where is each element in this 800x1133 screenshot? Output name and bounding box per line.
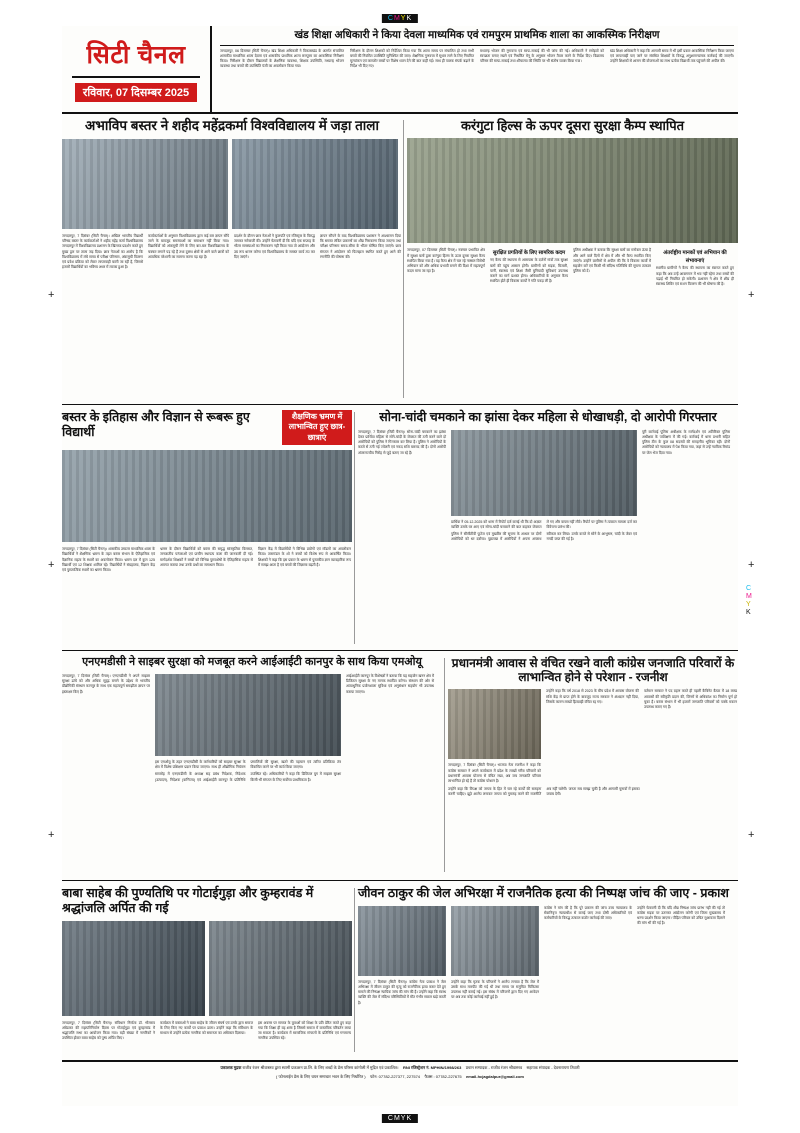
registration-mark: + [748,829,755,841]
article-col: इस एमओयू के तहत एनएमडीसी के कर्मचारियों को साइबर सुरक्षा के क्षेत्र में विशेष प्रशिक्षण प्रदान किया जाएगा। साथ ही औद्योगिक नियंत्रण प्रणालियों की सुरक्षा, खतरे की पहचान एवं त्वरित प्रतिक्रिया तंत्र विकसित करने पर भी कार्य किया जाएगा। [155,759,341,770]
phone-number: फोन: 07782-227377, 227574 [370,1074,421,1079]
article-photo [209,921,352,1016]
footer-publisher-line [62,1065,738,1071]
lead-col: मध्यान्ह भोजन की गुणवत्ता एवं साफ-सफाई की भी जांच की गई। अधिकारी ने रसोइयों को स्वच्छता बनाए रखने एवं निर्धारित मेनू के अनुसार भोजन तैयार करने के निर्देश दिए। विद्यालय परिसर की साफ-सफाई तथा शौचालय की स्थिति पर भी संतोष व्यक्त किया गया। [480,49,604,64]
column-divider [444,658,445,872]
section-divider [62,404,738,405]
article-col: समारोह में एनएमडीसी के अध्यक्ष सह प्रबंध निदेशक, निदेशक (उत्पादन), निदेशक (वाणिज्य) एवं आईआईटी कानपुर के प्रतिनिधि उपस्थित रहे। अधिकारियों ने कहा कि डिजिटल युग में साइबर सुरक्षा किसी भी संगठन के लिए सर्वोच्च प्राथमिकता है। [155,772,341,782]
headline: सोना-चांदी चमकाने का झांसा देकर महिला से धोखाधड़ी, दो आरोपी गिरफ्तार [379,410,717,424]
article-col: जगदलपुर, 7 दिसंबर (सिटी चैनल)। संविधान निर्माता डॉ. भीमराव अंबेडकर की महापरिनिर्वाण दिवस पर गोटाईगुड़ा एवं कुम्हरावंड में श्रद्धांजलि सभा का आयोजन किया गया। बड़ी संख्या में नागरिकों ने उपस्थित होकर बाबा साहेब को पुष्प अर्पित किए। [62,1020,155,1041]
footer-contact-line [62,1074,738,1080]
issue-date: रविवार, 07 दिसम्बर 2025 [75,83,197,102]
article-col: भ्रमण के दौरान विद्यार्थियों को बस्तर की समृद्ध सांस्कृतिक विरासत, जनजातीय परंपराओं एवं प्राचीन स्थापत्य कला की जानकारी दी गई। मार्गदर्शक शिक्षकों ने बच्चों को विभिन्न पुरावशेषों के ऐतिहासिक महत्व से अवगत कराया तथा उनके प्रश्नों का समाधान किया। [160,547,253,567]
masthead-brand [62,26,212,112]
lead-story [214,26,738,112]
article-photo [62,450,352,542]
article-bastar-itihas [62,410,352,646]
registration-mark: + [48,829,55,841]
article-col: जगदलपुर, 7 दिसंबर (सिटी चैनल)। शासकीय उच्चतर माध्यमिक शाला के विद्यार्थियों ने शैक्षणिक भ्रमण के तहत बस्तर संभाग के ऐतिहासिक एवं वैज्ञानिक महत्व के स्थलों का अवलोकन किया। भ्रमण दल में कुल 125 विद्यार्थी एवं 12 शिक्षक शामिल रहे। विद्यार्थियों ने संग्रहालय, विज्ञान केंद्र एवं पुरातात्विक स्थलों का भ्रमण किया। [62,547,155,572]
headline: बस्तर के इतिहास और विज्ञान से रूबरू हुए विद्यार्थी [62,410,250,439]
article-col: जगदलपुर, 7 दिसंबर (सिटी चैनल)। अखिल भारतीय विद्यार्थी परिषद बस्तर के कार्यकर्ताओं ने शहीद महेंद्र कर्मा विश्वविद्यालय जगदलपुर में विश्वविद्यालय प्रशासन के खिलाफ प्रदर्शन करते हुए मुख्य द्वार पर ताला जड़ दिया। छात्र नेताओं का आरोप है कि विश्वविद्यालय में लंबे समय से परीक्षा परिणाम, अंकसूची वितरण एवं प्रवेश प्रक्रिया को लेकर लापरवाही बरती जा रही है, जिससे हजारों विद्यार्थियों का भविष्य अधर में लटका हुआ है। [62,233,143,270]
footer [62,1060,738,1106]
headline: करंगुटा हिल्स के ऊपर दूसरा सुरक्षा कैम्प स्थापित [460,118,685,133]
article-photo [62,139,228,229]
cmyk-side-mark: C M Y K [746,585,752,617]
fax-number: फैक्स : 07782-227675 [424,1074,462,1079]
headline: प्रधानमंत्री आवास से वंचित रखने वाली कांग्रेस जनजाति परिवारों के लाभान्वित होने से परेशान - रजनीश [451,656,735,685]
article-col: जगदलपुर, 7 दिसंबर (सिटी चैनल)। एनएमडीसी ने अपने साइबर सुरक्षा ढांचे को और अधिक सुदृढ़ बनाने के उद्देश्य से भारतीय प्रौद्योगिकी संस्थान कानपुर के साथ एक महत्वपूर्ण समझौता ज्ञापन पर हस्ताक्षर किए हैं। [62,673,150,694]
subheadline: अंतर्राष्ट्रीय मानकों एवं अभियान की संभावनाएं [663,250,727,265]
article-col: ज्ञापन सौंपने के बाद विश्वविद्यालय प्रशासन ने आश्वासन दिया कि समस्त लंबित प्रकरणों का शीघ्र निराकरण किया जाएगा तथा परीक्षा परिणाम समय-सीमा के भीतर घोषित किए जाएंगे। छात्र संगठन ने आंदोलन को फिलहाल स्थगित करते हुए आगे की रणनीति की घोषणा की। [320,233,401,259]
article-col: आईआईटी कानपुर के विशेषज्ञों ने बताया कि यह सहयोग खनन क्षेत्र में डिजिटल सुरक्षा के नए मानक स्थापित करेगा। संस्थान की ओर से अत्याधुनिक प्रयोगशाला सुविधा एवं अनुसंधान सहयोग भी उपलब्ध कराया जाएगा। [346,673,434,694]
cmyk-mark-top: CMYK [382,14,418,23]
article-photo [407,138,738,243]
associate-editor-label: सहायक संपादक - देवनारायण तिवारी [526,1065,580,1070]
article-thagi [358,410,738,646]
article-col: प्रदर्शन के दौरान छात्र नेताओं ने कुलपति एवं रजिस्ट्रार के विरुद्ध जमकर नारेबाजी की। उन्होंने चेतावनी दी कि यदि एक सप्ताह के भीतर समस्याओं का निराकरण नहीं किया गया तो आंदोलन और उग्र रूप धारण करेगा एवं विश्वविद्यालय के समस्त कार्य ठप कर दिए जाएंगे। [234,233,315,259]
article-col: जगदलपुर, 7 दिसंबर (सिटी चैनल)। भाजपा नेता रजनीश ने कहा कि कांग्रेस सरकार ने अपने कार्यकाल में प्रदेश के लाखों गरीब परिवारों को प्रधानमंत्री आवास योजना से वंचित रखा, अब जब जनजाति परिवार लाभान्वित हो रहे हैं तो कांग्रेस परेशान है। [448,763,541,783]
article-col: स्थानीय ग्रामीणों ने कैम्प की स्थापना का स्वागत करते हुए कहा कि अब उन्हें आवागमन में भय नहीं रहेगा तथा बच्चों की पढ़ाई भी नियमित हो सकेगी। प्रशासन ने क्षेत्र में शीघ्र ही स्वास्थ्य शिविर एवं राशन वितरण की भी घोषणा की है। [656,266,734,286]
lead-col: निरीक्षण के दौरान शिक्षकों को निर्देशित किया गया कि शाला समय पर संचालित हो तथा सभी बच्चों की नियमित उपस्थिति सुनिश्चित की जाए। शैक्षणिक गुणवत्ता में सुधार लाने के लिए नियमित मूल्यांकन एवं कमजोर बच्चों पर विशेष ध्यान देने की बात कही गई। साथ ही पालक संपर्क बढ़ाने के निर्देश भी दिए गए। [350,49,474,69]
article-col: पुलिस ने सीसीटीवी फुटेज एवं मुखबिर की सूचना के आधार पर दोनों आरोपियों को धर दबोचा। पूछताछ में आरोपियों ने अपना अपराध स्वीकार कर लिया। उनके कब्जे से सोने के आभूषण, चांदी के जेवर एवं नगदी जब्त की गई है। [451,532,637,542]
headline: एनएमडीसी ने साइबर सुरक्षा को मजबूत करने आईआईटी कानपुर के साथ किया एमओयू [82,656,422,668]
headline: बाबा साहेब की पुण्यतिथि पर गोटाईगुड़ा और कुम्हरावंड में श्रद्धांजलि अर्पित की गई [62,886,314,915]
article-photo [448,689,541,759]
section-divider [62,880,738,881]
column-divider [403,120,404,398]
article-col: उन्होंने कहा कि मृतक के परिजनों ने आरोप लगाया है कि जेल में उसके साथ मारपीट की गई थी तथा समय पर समुचित चिकित्सा उपलब्ध नहीं कराई गई। इस संबंध में परिजनों द्वारा दिए गए आवेदन पर अब तक कोई कार्रवाई नहीं हुई है। [451,979,539,1000]
masthead [62,26,738,114]
registration-mark: + [748,289,755,301]
email-address: email-hcjagdalpur@gmail.com [466,1074,524,1079]
article-col: वर्तमान सरकार ने पद ग्रहण करते ही पहली कैबिनेट बैठक में 18 लाख आवासों की स्वीकृति प्रदान की, जिनमें से अधिकांश का निर्माण पूर्ण हो चुका है। बस्तर संभाग में भी हजारों जनजाति परिवारों को पक्के मकान उपलब्ध कराए गए हैं। [644,689,737,709]
article-rajneesh [448,656,738,876]
article-col: कार्यकर्ताओं के अनुसार विश्वविद्यालय द्वारा कई बार ज्ञापन सौंपे जाने के बावजूद समस्याओं का समाधान नहीं किया गया। विद्यार्थियों को अंकसूची लेने के लिए बार-बार विश्वविद्यालय के चक्कर लगाने पड़ रहे हैं तथा दूरस्थ क्षेत्रों से आने वाले छात्रों को अत्यधिक परेशानी का सामना करना पड़ रहा है। [148,233,229,259]
article-col: जगदलपुर, 07 दिसम्बर (सिटी चैनल)। नक्सल प्रभावित क्षेत्र में सुरक्षा बलों द्वारा करंगुटा हिल्स के ऊपर दूसरा सुरक्षा कैम्प स्थापित किया गया है। यह कैम्प क्षेत्र में चल रहे नक्सल विरोधी अभियान को और अधिक प्रभावी बनाने की दिशा में महत्वपूर्ण कदम माना जा रहा है। [407,248,485,274]
rni-number: RNI रजिस्ट्रेशन नं. MPHIN/1998/263 [402,1065,462,1070]
newspaper-sheet [62,26,738,1106]
article-photo [232,139,398,229]
article-baba-saheb [62,886,352,1054]
registration-mark: + [748,559,755,571]
article-photo [451,906,539,976]
article-karanguta [407,118,738,400]
cmyk-mark-bottom: CMYK [382,1114,418,1123]
article-col: कार्यक्रम में वक्ताओं ने बाबा साहेब के जीवन संघर्ष एवं उनके द्वारा समाज के लिए किए गए कार्यों पर प्रकाश डाला। उन्होंने कहा कि संविधान के माध्यम से उन्होंने प्रत्येक नागरिक को समानता का अधिकार दिलाया। [160,1020,253,1035]
lead-headline: खंड शिक्षा अधिकारी ने किया देवला माध्यमिक एवं रामपुरम प्राथमिक शाला का आकस्मिक निरीक्षण [220,29,734,46]
column-divider [354,412,355,644]
article-col: उन्होंने कहा कि विपक्ष को जनता के हित में चल रहे कार्यों की सराहना करनी चाहिए। झूठे आरोप लगाकर जनता को गुमराह करने की राजनीति अब नहीं चलेगी। जनता सब समझ चुकी है और आगामी चुनावों में इसका जवाब देगी। [448,787,640,797]
paper-title: सिटी चैनल [86,40,186,69]
subheadline: सुरक्षित प्रगतियों के लिए सामरिक कदम [492,250,566,257]
column-divider [354,888,355,1052]
article-col: प्रार्थिया ने 05.12.2025 को थाना में रिपोर्ट दर्ज कराई थी कि दो अज्ञात व्यक्ति उसके घर आए एवं सोना-चांदी चमकाने की बात कहकर जेवरात ले गए और वापस नहीं लौटे। रिपोर्ट पर पुलिस ने तत्काल मामला दर्ज कर विवेचना प्रारंभ की। [451,519,637,529]
article-jail [358,886,738,1054]
article-col: उन्होंने कहा कि वर्ष 2018 से 2023 के बीच प्रदेश में आवास योजना की राशि केंद्र से प्राप्त होने के बावजूद राज्य सरकार ने अंशदान नहीं दिया, जिसके कारण लाखों हितग्राही वंचित रह गए। [546,689,639,704]
article-col: इस अवसर पर समाज के युवाओं को शिक्षा के प्रति प्रेरित करते हुए कहा गया कि शिक्षा ही वह शस्त्र है जिससे समाज में वास्तविक परिवर्तन लाया जा सकता है। कार्यक्रम में सामाजिक संगठनों के प्रतिनिधि एवं गणमान्य नागरिक उपस्थित रहे। [258,1020,351,1041]
article-col: पूरी कार्रवाई पुलिस अधीक्षक के मार्गदर्शन एवं अतिरिक्त पुलिस अधीक्षक के पर्यवेक्षण में की गई। कार्रवाई में थाना प्रभारी सहित पुलिस टीम के कुल 08 सदस्यों की सराहनीय भूमिका रही। दोनों आरोपियों को न्यायालय में पेश किया गया, जहां से उन्हें न्यायिक रिमांड पर जेल भेज दिया गया। [642,429,730,455]
editor-label: प्रधान सम्पादक - राजीव रंजन श्रीवास्तव [465,1065,523,1070]
registration-mark: + [48,289,55,301]
kicker-badge: शैक्षणिक भ्रमण में लाभान्वित हुए छात्र-छात्राएं [282,410,352,445]
article-photo [451,430,637,516]
article-col: पुलिस अधीक्षक ने बताया कि सुरक्षा बलों का मनोबल ऊंचा है और आने वाले दिनों में क्षेत्र में और भी कैम्प स्थापित किए जाएंगे। उन्होंने ग्रामीणों से अपील की कि वे विकास कार्यों में सहयोग करें एवं किसी भी संदिग्ध गतिविधि की सूचना तत्काल पुलिस को दें। [573,248,651,274]
article-col: नए कैम्प की स्थापना से आसपास के दर्जनों गांवों तक सुरक्षा बलों की पहुंच आसान होगी। ग्रामीणों को सड़क, बिजली, पानी, स्वास्थ्य एवं शिक्षा जैसी बुनियादी सुविधाएं उपलब्ध कराने का मार्ग प्रशस्त होगा। अधिकारियों के अनुसार कैम्प स्थापित होते ही विकास कार्यों ने गति पकड़ ली है। [490,258,568,284]
registration-mark: + [48,559,55,571]
divider [72,76,200,78]
article-nmdc [62,656,442,876]
section-divider [62,650,738,651]
article-photo [62,921,205,1016]
lead-col: खंड शिक्षा अधिकारी ने कहा कि आगामी समय में भी इसी प्रकार आकस्मिक निरीक्षण किया जाएगा एवं लापरवाही पाए जाने पर संबंधित शिक्षकों के विरुद्ध अनुशासनात्मक कार्रवाई की जाएगी। उन्होंने शिक्षकों से शासन की योजनाओं का लाभ प्रत्येक विद्यार्थी तक पहुंचाने की अपील की। [610,49,734,64]
article-photo [155,674,341,756]
article-col: जगदलपुर, 7 दिसंबर (सिटी चैनल)। कांग्रेस नेता प्रकाश ने जेल अभिरक्षा में जीवन ठाकुर की मृत्यु को राजनैतिक हत्या करार देते हुए मामले की निष्पक्ष न्यायिक जांच की मांग की है। उन्होंने कहा कि स्वस्थ व्यक्ति की जेल में संदिग्ध परिस्थितियों में मौत गंभीर सवाल खड़े करती है। [358,979,446,1005]
article-col: जगदलपुर, 7 दिसंबर (सिटी चैनल)। सोना-चांदी चमकाने का झांसा देकर प्रार्थिया महिला से सोने-चांदी के जेवरात की ठगी करने वाले दो आरोपियों को पुलिस ने गिरफ्तार कर लिया है। पुलिस ने आरोपियों के कब्जे से ठगी गई ज्वेलरी एवं नकद राशि बरामद की है। दोनों आरोपी अंतरराज्यीय गिरोह से जुड़े बताए जा रहे हैं। [358,429,446,455]
publisher-label: प्रकाशक मुद्रक [220,1065,242,1070]
article-col: कांग्रेस ने मांग की है कि पूरे प्रकरण की जांच उच्च न्यायालय के सेवानिवृत्त न्यायाधीश से कराई जाए तथा दोषी अधिकारियों एवं कर्मचारियों के विरुद्ध तत्काल कठोर कार्रवाई की जाए। [544,905,632,921]
article-abvp [62,118,402,400]
footer-note: ( फोनलाईन प्रेस के लिए चयन समाचार भवन के लिए निर्धारित ) [276,1074,366,1079]
article-col: उन्होंने चेतावनी दी कि यदि शीघ्र निष्पक्ष जांच प्रारंभ नहीं की गई तो कांग्रेस सड़क पर उतरकर आंदोलन करेगी एवं जिला मुख्यालय में धरना प्रदर्शन किया जाएगा। पीड़ित परिवार को उचित मुआवजा दिलाने की मांग भी की गई है। [637,905,725,926]
lead-col: जगदलपुर, 06 दिसम्बर (सिटी चैनल)। खंड शिक्षा अधिकारी ने विकासखंड के अंतर्गत संचालित शासकीय माध्यमिक शाला देवला एवं शासकीय प्राथमिक शाला रामपुरम का आकस्मिक निरीक्षण किया। निरीक्षण के दौरान विद्यालयों के शैक्षणिक व्यवस्था, शिक्षक उपस्थिति, मध्यान्ह भोजन व्यवस्था तथा बच्चों की उपस्थिति पंजी का अवलोकन किया गया। [220,49,344,69]
publisher-text: राजीव रंजन श्रीवास्तव द्वारा स्वामी प्रकाशन प्रा.लि. के लिए शब्दों के प्रेस परिसर कांगोली में मुद्रित एवं प्रकाशित। [242,1065,399,1070]
article-col: विज्ञान केंद्र में विद्यार्थियों ने विभिन्न प्रयोगों एवं मॉडलों का अवलोकन किया। तारामंडल के शो ने बच्चों को विशेष रूप से आकर्षित किया। शिक्षकों ने कहा कि इस प्रकार के भ्रमण से पुस्तकीय ज्ञान व्यावहारिक रूप में समझ आता है एवं बच्चों की जिज्ञासा बढ़ती है। [258,547,351,567]
headline: अभाविप बस्तर ने शहीद महेंद्रकर्मा विश्वविद्यालय में जड़ा ताला [85,118,379,133]
headline: जीवन ठाकुर की जेल अभिरक्षा में राजनैतिक हत्या की निष्पक्ष जांच की जाए - प्रकाश [358,886,729,900]
article-photo [358,906,446,976]
